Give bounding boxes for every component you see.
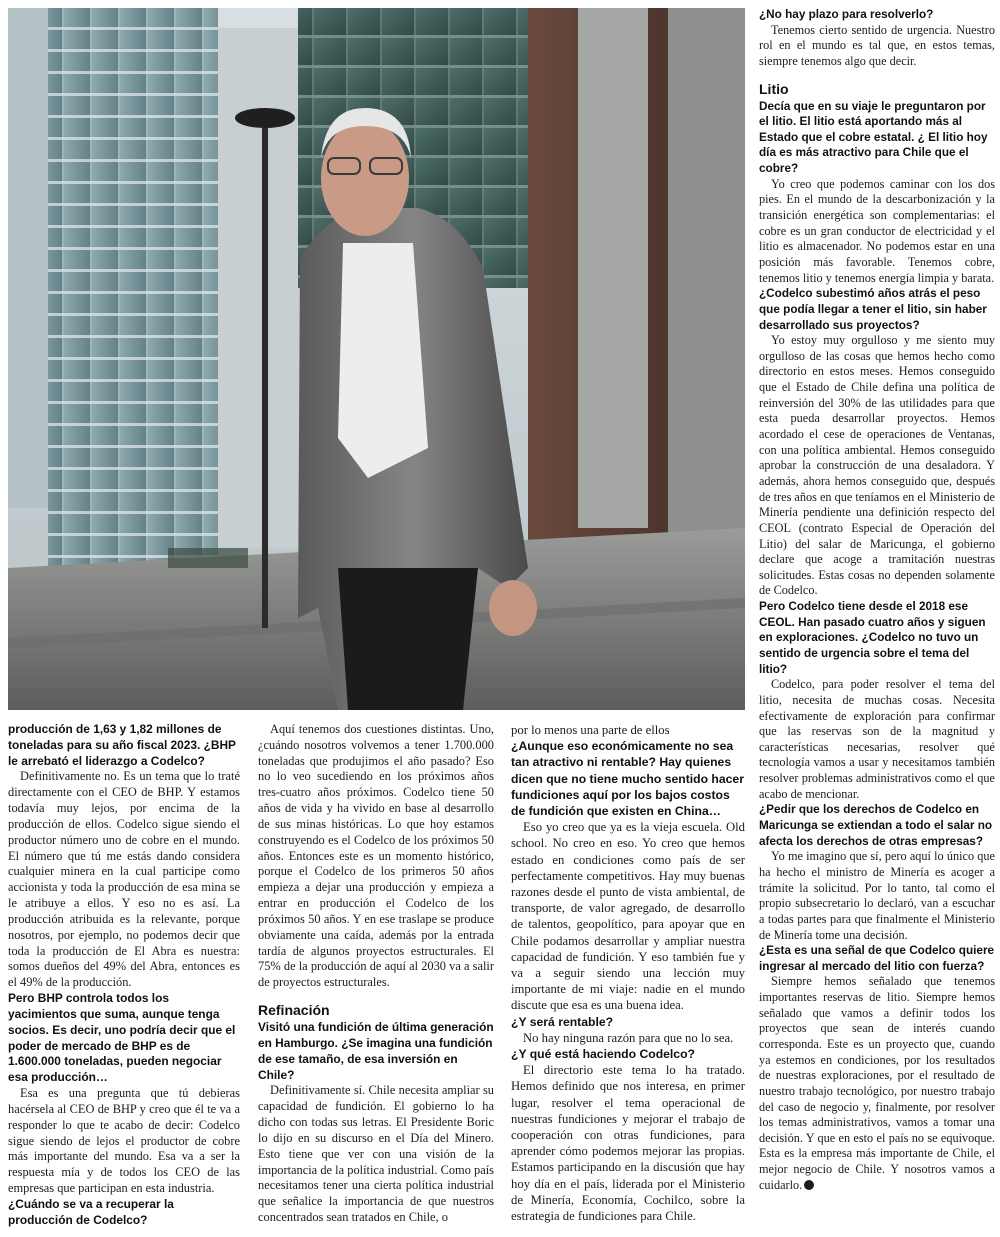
col4-answer-text-8: Codelco, para poder resolver el tema del litio, necesita de muchas cosas. Necesita efectivamente de exploración para confirmar que las reservas son de la magnitud y características necesarias, resolver qué tecnología vamos a usar y necesitamos también resolver problemas administrativos como el que acabo de mencionar. (759, 677, 995, 801)
col4-question-5 (759, 286, 995, 333)
col2-answer-3 (258, 1083, 494, 1225)
far-left-building (8, 8, 48, 508)
col4-answer-4 (759, 177, 995, 286)
column-1 (8, 722, 240, 1229)
col4-answer-text-4: Yo creo que podemos caminar con los dos pies. En el mundo de la descarbonización y la transición energética son complementarias: el cobre es un gran conductor de electricidad y el litio es almacenador. No podemos estar en una posición más favorable. Tenemos cobre, tenemos litio y tenemos energía limpia y barata. (759, 176, 995, 285)
col1-answer-3 (8, 1086, 240, 1197)
col4-question-0 (759, 7, 995, 23)
col3-question-text-5: ¿Y qué está haciendo Codelco? (511, 1047, 695, 1062)
col4-answer-10 (759, 849, 995, 943)
col2-answer-0 (258, 722, 494, 991)
col2-question-text-2: Visitó una fundición de última generación en Hamburgo. ¿Se imagina una fundición de ese tamaño, de esa inversión en Chile? (258, 1020, 494, 1082)
col2-answer-text-3: Definitivamente sí. Chile necesita ampliar su capacidad de fundición. El gobierno lo ha dicho con todas sus letras. El Presidente Boric lo dijo en su discurso en el Día del Minero. Esto tiene que ver con una visión de la importancia de la política industrial. Como país necesitamos tener una cierta política industrial que señalice la importancia de que nuestros concentrados sean tratados en Chile, o (258, 1083, 494, 1225)
col3-question-1 (511, 738, 745, 819)
col4-question-text-0: ¿No hay plazo para resolverlo? (759, 8, 934, 21)
col4-question-7 (759, 599, 995, 677)
right-column (578, 8, 648, 528)
col4-question-text-3: Decía que en su viaje le preguntaron por el litio. El litio está aportando más al Estado que el cobre estatal. ¿ El litio hoy día es más atractivo para Chile que el cobre? (759, 99, 988, 176)
col1-question-2 (8, 991, 240, 1086)
col3-answer-4 (511, 1030, 745, 1046)
col4-answer-8 (759, 677, 995, 802)
col2-answer-text-0: Aquí tenemos dos cuestiones distintas. Uno, ¿cuándo nosotros volvemos a tener 1.700.000 toneladas que produjimos el año pasado? Eso no lo veo sucediendo en los próximos años tres-cuatro años próximos. Codelco tiene 50 años de vida y ha vivido en base al desarrollo de sus minas históricas. Lo que hoy estamos construyendo es el Codelco de los próximos 50 años. Entonces este es un momento histórico, porque el Codelco de los primeros 50 años empieza a dejar una producción y empieza a entrar en producción el Codelco de los próximos 50 años. Y en ese traslape se produce obviamente una caída, además por la entrada tardía de algunos proyectos estructurales. El 75% de la producción de aquí al 2030 va a salir de proyectos estructurales. (258, 722, 494, 990)
col4-question-9 (759, 802, 995, 849)
col2-question-2 (258, 1020, 494, 1083)
column-4 (759, 7, 995, 1193)
col4-answer-text-10: Yo me imagino que sí, pero aquí lo único que ha hecho el ministro de Minería es acoger a trámite la solicitud. Por lo tanto, tal como el propio subsecretario lo declaró, van a escuchar a todas partes para que finalmente el Ministerio de Minería tome una decisión. (759, 849, 995, 942)
col1-answer-text-1: Definitivamente no. Es un tema que lo traté directamente con el CEO de BHP. Y estamos todavía muy lejos, por encima de la producción de ellos. Codelco sigue siendo el productor número uno de cobre en el mundo. El número que tú me estás dando considera cualquier minera en la cual participe como accionista y toda la producción de esa mina se le atribuye a ellos. Y eso no es así. La producción atribuida es la relevante, porque nosotros, por ejemplo, no podemos decir que toda la producción de El Abra es nuestra: somos dueños del 49% del Abra, entonces es el 49% de la producción. (8, 769, 240, 990)
col3-question-text-1: ¿Aunque eso económicamente no sea tan atractivo ni rentable? Hay quienes dicen que no tiene mucho sentido hacer fundiciones aquí por los bajos costos de fundición que existen en China… (511, 739, 744, 819)
man-shirt (338, 243, 428, 478)
col4-question-text-7: Pero Codelco tiene desde el 2018 ese CEOL. Han pasado cuatro años y siguen en exploraciones. ¿Codelco no tuvo un sentido de urgencia sobre el tema del litio? (759, 600, 986, 676)
col4-answer-6 (759, 333, 995, 599)
col4-subheading-2 (759, 80, 995, 98)
end-of-article-icon (804, 1180, 814, 1190)
col4-answer-text-12: Siempre hemos señalado que tenemos importantes reservas de litio. Siempre hemos señalado que vamos a definir todos los proyectos que sean de interés cuando corresponda. Este es un proyecto que, cuando ya estemos en condiciones, por los resultados de nuestras exploraciones, por el resultado de nuestro trabajo tecnológico, por nuestro trabajo del caso de negocio y, finalmente, por resolver los temas administrativos, vamos a tomar una decisión. Y que en esto el país no se equivoque. Esta es la empresa más importante de Chile, el mejor negocio de Chile. Y nosotros vamos a cuidarlo. (759, 974, 995, 1192)
col3-answer-0 (511, 722, 745, 738)
col4-answer-text-1: Tenemos cierto sentido de urgencia. Nuestro rol en el mundo es tal que, en estos temas, siempre tenemos algo que decir. (759, 22, 995, 68)
col3-answer-text-0: por lo menos una parte de ellos (511, 723, 670, 737)
col4-question-text-11: ¿Esta es una señal de que Codelco quiere ingresar al mercado del litio con fuerza? (759, 944, 995, 973)
col3-answer-2 (511, 819, 745, 1013)
col3-question-text-3: ¿Y será rentable? (511, 1014, 614, 1029)
col3-answer-6 (511, 1062, 745, 1224)
col1-question-text-0: producción de 1,63 y 1,82 millones de toneladas para su año fiscal 2023. ¿BHP le arrebató el liderazgo a Codelco? (8, 722, 236, 768)
col3-question-5 (511, 1046, 745, 1062)
col4-subheading-text-2: Litio (759, 80, 789, 97)
right-pillar (668, 8, 745, 568)
col1-question-0 (8, 722, 240, 769)
col3-answer-text-2: Eso yo creo que ya es la vieja escuela. Old school. No creo en eso. Yo creo que hemos estado en condiciones como país de ser perfectamente competitivos. Hay muy buenas razones desde el punto de vista ambiental, de transporte, de valor agregado, de desarrollo de talentos, geopolítico, para apoyar que en Chile podamos desarrollar y ampliar nuestra capacidad de fundición. Y eso también fue y va a seguir siendo una lección muy importante de mi viaje: nadie en el mundo discute que esa es una buena idea. (511, 820, 745, 1013)
col1-answer-1 (8, 769, 240, 991)
left-glass-tower (48, 8, 218, 568)
entrance-sign (168, 548, 248, 568)
col4-question-3 (759, 99, 995, 177)
man-hand (489, 580, 537, 636)
photo-illustration (8, 8, 745, 710)
col1-question-4 (8, 1197, 240, 1229)
col4-question-11 (759, 943, 995, 974)
column-2 (258, 722, 494, 1226)
col3-question-3 (511, 1014, 745, 1030)
col4-question-text-9: ¿Pedir que los derechos de Codelco en Maricunga se extiendan a todo el salar no afecta los derechos de otras empresas? (759, 803, 993, 848)
col2-subheading-text-1: Refinación (258, 1002, 330, 1019)
column-3 (511, 722, 745, 1224)
lamp-head (235, 108, 295, 128)
col1-question-text-4: ¿Cuándo se va a recuperar la producción de Codelco? (8, 1196, 174, 1227)
lamp-post (262, 128, 268, 628)
col4-answer-12 (759, 974, 995, 1193)
article-photo (8, 8, 745, 710)
col1-question-text-2: Pero BHP controla todos los yacimientos que suma, aunque tenga socios. Es decir, uno podría decir que el poder de mercado de BHP es de 1.600.000 toneladas, pueden negociar esa producción… (8, 991, 236, 1085)
col3-answer-text-6: El directorio este tema lo ha tratado. Hemos definido que nos interesa, en primer lugar, resolver el tema operacional de nuestras fundiciones y mejorar el trabajo de cooperación con otras fundiciones, para aprender cómo podemos mejorar las propias. Estamos participando en la discusión que hay hoy día en el país, liderada por el Ministerio de Minería, Economía, Cochilco, sobre la estrategia de fundiciones para Chile. (511, 1063, 745, 1224)
col4-answer-text-6: Yo estoy muy orgulloso y me siento muy orgulloso de las cosas que hemos hecho como directorio en estos meses. Hemos conseguido que el Estado de Chile defina una política de reinversión del 30% de las utilidades para que esta pueda desarrollar proyectos. Hemos acordado el cese de operaciones de Ventanas, con una política ambiental. Hemos conseguido aprobar la construcción de una desaladora. Y además, ahora hemos conseguido que, después de tres años en que teníamos en el Ministerio de Minería pendiente una definición respecto del CEOL (contrato Especial de Operación del Litio) del salar de Maricunga, el gobierno declare que acoge a tramitación nuestras solicitudes. Estas cosas no dependen solamente de Codelco. (759, 333, 995, 598)
col4-question-text-5: ¿Codelco subestimó años atrás el peso que podía llegar a tener el litio, sin haber desarrollado sus proyectos? (759, 287, 987, 332)
col3-answer-text-4: No hay ninguna razón para que no lo sea. (523, 1030, 734, 1045)
man-trousers (338, 568, 478, 710)
col4-answer-1 (759, 23, 995, 70)
col1-answer-text-3: Esa es una pregunta que tú debieras hacérsela al CEO de BHP y creo que él te va a responder lo que te acabo de decir: Codelco sigue siendo de lejos el productor de cobre más importante del mundo. Esa va a ser la respuesta mía y de todos los CEO de las empresas que participan en esta industria. (8, 1086, 240, 1196)
col2-subheading-1 (258, 1001, 494, 1019)
man-face (321, 120, 409, 236)
